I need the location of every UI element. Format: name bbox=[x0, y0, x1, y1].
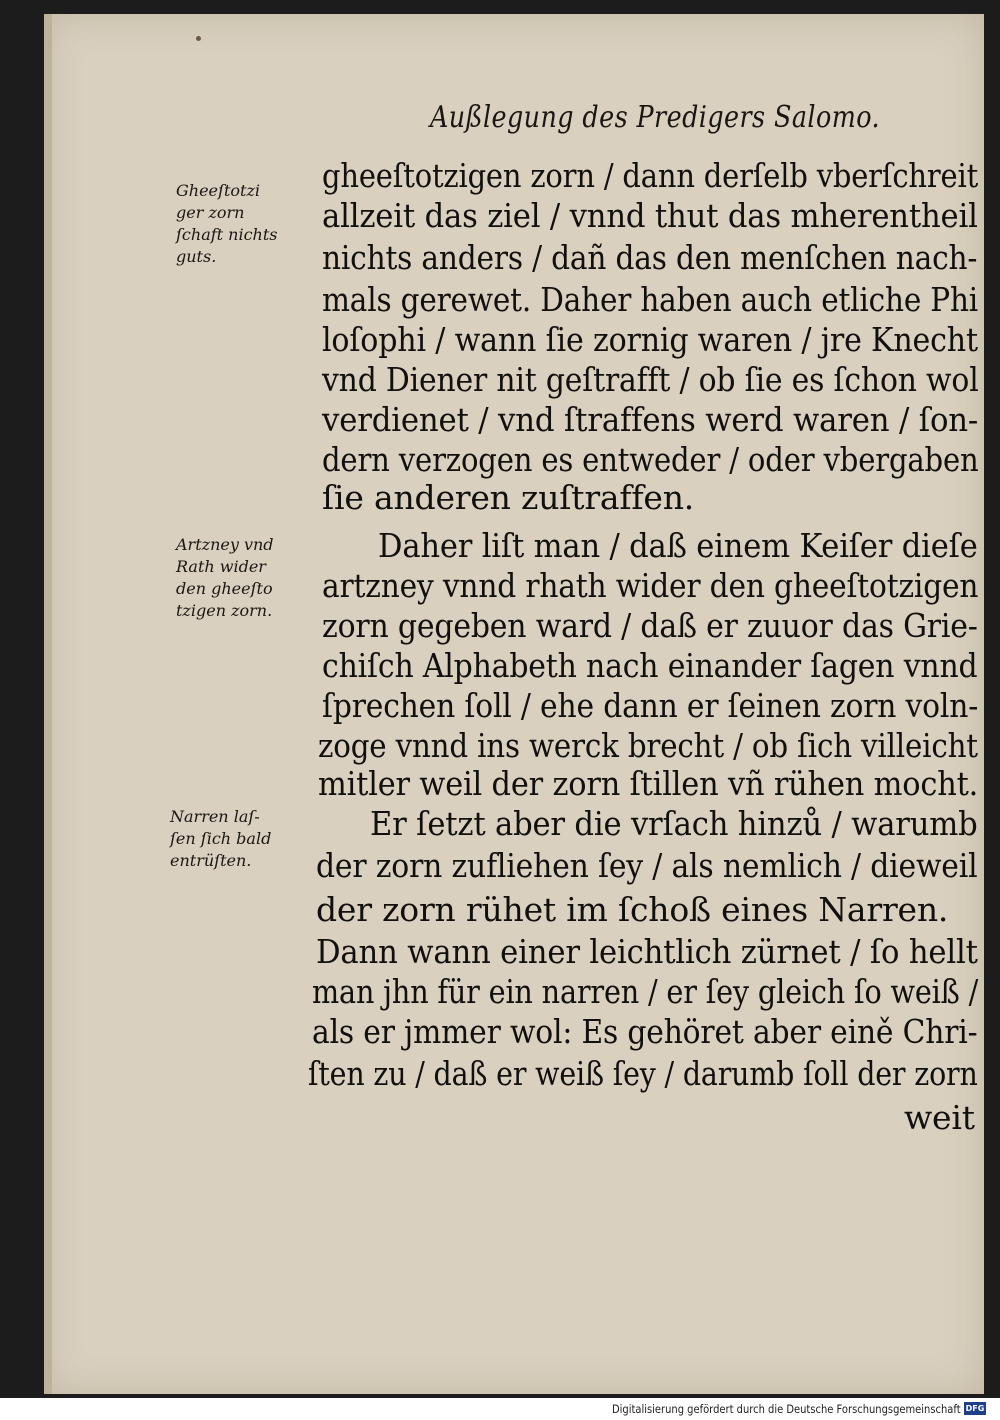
margin-note-line: Rath wider bbox=[176, 557, 266, 576]
text-line: man jhn für ein narren / er ſey gleich ſo weiß / bbox=[312, 972, 979, 1011]
text-line: loſophi / wann ſie zornig waren / jre Knecht bbox=[322, 320, 978, 359]
catchword: weit bbox=[904, 1098, 975, 1137]
text-line: zoge vnnd ins werck brecht / ob ſich villeicht bbox=[318, 726, 978, 765]
margin-note-line: ſchaft nichts bbox=[176, 225, 278, 244]
text-line: dern verzogen es entweder / oder vbergaben bbox=[322, 440, 979, 479]
text-line: gheeſtotzigen zorn / dann derſelb vberſchreit bbox=[322, 156, 979, 195]
text-line: als er jmmer wol: Es gehöret aber eině Chri- bbox=[312, 1012, 978, 1051]
text-line: ſten zu / daß er weiß ſey / darumb ſoll der zorn bbox=[308, 1054, 978, 1093]
text-line: ſie anderen zuſtraffen. bbox=[322, 478, 695, 517]
text-line: ſprechen ſoll / ehe dann er ſeinen zorn voln- bbox=[322, 686, 979, 725]
margin-note-line: ger zorn bbox=[176, 203, 245, 222]
margin-note-line: entrüſten. bbox=[170, 851, 252, 870]
margin-note-line: den gheeſto bbox=[176, 579, 273, 598]
margin-note-line: Gheeſtotzi bbox=[176, 181, 260, 200]
margin-note bbox=[176, 534, 274, 622]
text-line: der zorn rühet im ſchoß eines Narren. bbox=[316, 890, 949, 929]
margin-note-line: tzigen zorn. bbox=[176, 601, 273, 620]
text-line: allzeit das ziel / vnnd thut das mherentheil bbox=[322, 196, 978, 235]
text-line: artzney vnnd rhath wider den gheeſtotzigen bbox=[322, 566, 979, 605]
margin-note bbox=[176, 180, 278, 268]
text-line: mitler weil der zorn ſtillen vñ rühen mocht. bbox=[318, 764, 979, 803]
margin-note-line: guts. bbox=[176, 247, 217, 266]
text-line: verdienet / vnd ſtraffens werd waren / ſon- bbox=[322, 400, 979, 439]
ink-speck bbox=[196, 36, 201, 41]
text-line: Daher liſt man / daß einem Keiſer dieſe bbox=[378, 526, 978, 565]
running-head: Außlegung des Predigers Salomo. bbox=[430, 100, 880, 135]
margin-note-line: Artzney vnd bbox=[176, 535, 274, 554]
page-edge bbox=[44, 14, 52, 1394]
text-line: zorn gegeben ward / daß er zuuor das Grie- bbox=[322, 606, 978, 645]
text-line: Er ſetzt aber die vrſach hinzů / warumb bbox=[370, 804, 978, 843]
text-line: vnd Diener nit geſtrafft / ob ſie es ſchon wol bbox=[322, 360, 979, 399]
margin-note-line: ſen ſich bald bbox=[170, 829, 272, 848]
text-line: Dann wann einer leichtlich zürnet / ſo hellt bbox=[316, 932, 978, 971]
margin-note bbox=[170, 806, 271, 872]
digitization-credit: Digitalisierung gefördert durch die Deutsche Forschungsgemeinschaft bbox=[612, 1402, 961, 1416]
text-line: mals gerewet. Daher haben auch etliche Phi bbox=[322, 280, 979, 319]
text-line: der zorn zufliehen ſey / als nemlich / dieweil bbox=[316, 846, 978, 885]
margin-note-line: Narren laſ- bbox=[170, 807, 260, 826]
text-line: nichts anders / dañ das den menſchen nach- bbox=[322, 238, 978, 277]
dfg-logo: DFG bbox=[965, 1404, 985, 1413]
text-line: chiſch Alphabeth nach einander ſagen vnnd bbox=[322, 646, 978, 685]
